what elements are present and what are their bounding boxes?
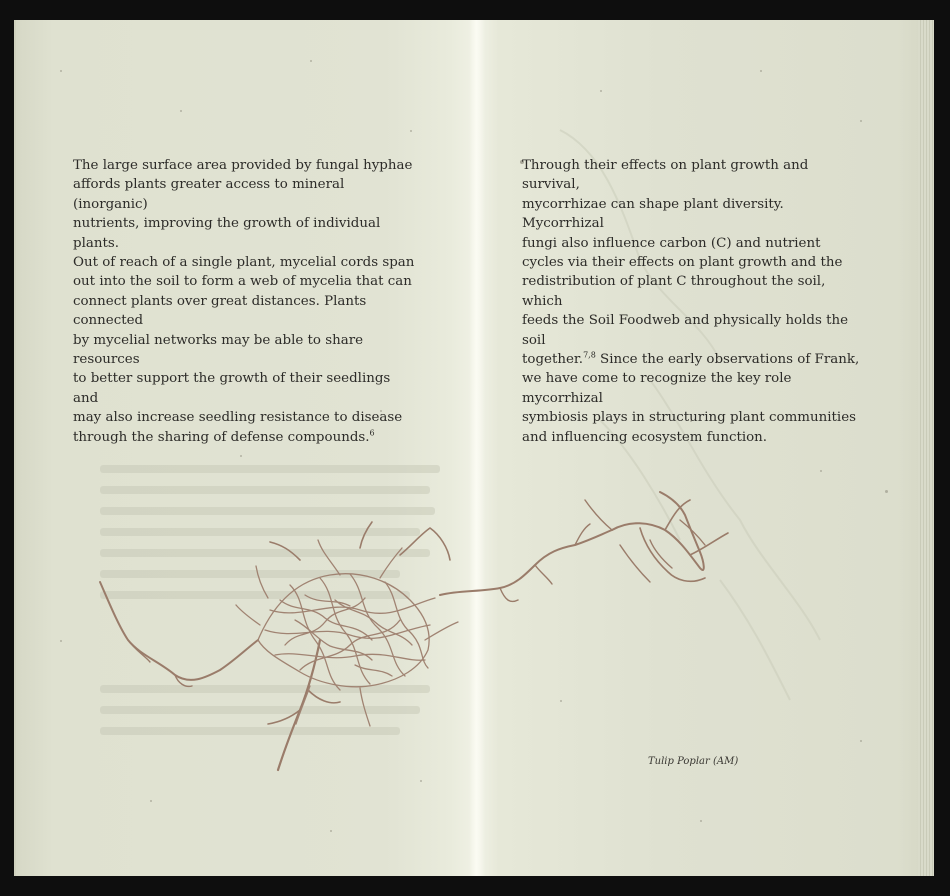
right-paragraph-text-part1: Through their effects on plant growth and survival, mycorrhizae can shape plant diversity. Mycorrhizal fungi also influence carbon (C) and nutrient cycles via their effects on plant growth and the redistribution of plant C throughout the soil, which feeds the Soil Foodweb and physically holds the soil together. (522, 158, 849, 368)
left-paragraph-text: The large surface area provided by fungal hyphae affords plants greater access to mineral (inorganic) nutrients, improving the growth of individual plants. Out of reach of a single plant, mycelial cords span out into the soil to form a web of mycelia that can connect plants over great distances. Plants connected by mycelial networks may be able to share resources to better support the growth of their seedlings and may also increase seedling resistance to disease through the sharing of defense compounds. (73, 158, 415, 445)
right-footnote-marker: 7,8 (583, 350, 596, 360)
right-page-paragraph (522, 156, 868, 447)
left-page (14, 20, 478, 876)
book-spine (469, 20, 485, 876)
open-booklet (14, 20, 934, 876)
left-footnote-marker: 6 (369, 428, 375, 438)
right-page (476, 20, 934, 876)
right-paragraph-text-part2: Since the early observations of Frank, we have come to recognize the key role mycorrhizal symbiosis plays in structuring plant communities and influencing ecosystem function. (522, 352, 860, 445)
page-edges (918, 20, 934, 876)
left-page-paragraph (73, 156, 418, 447)
illustration-caption: Tulip Poplar (AM) (648, 756, 739, 767)
